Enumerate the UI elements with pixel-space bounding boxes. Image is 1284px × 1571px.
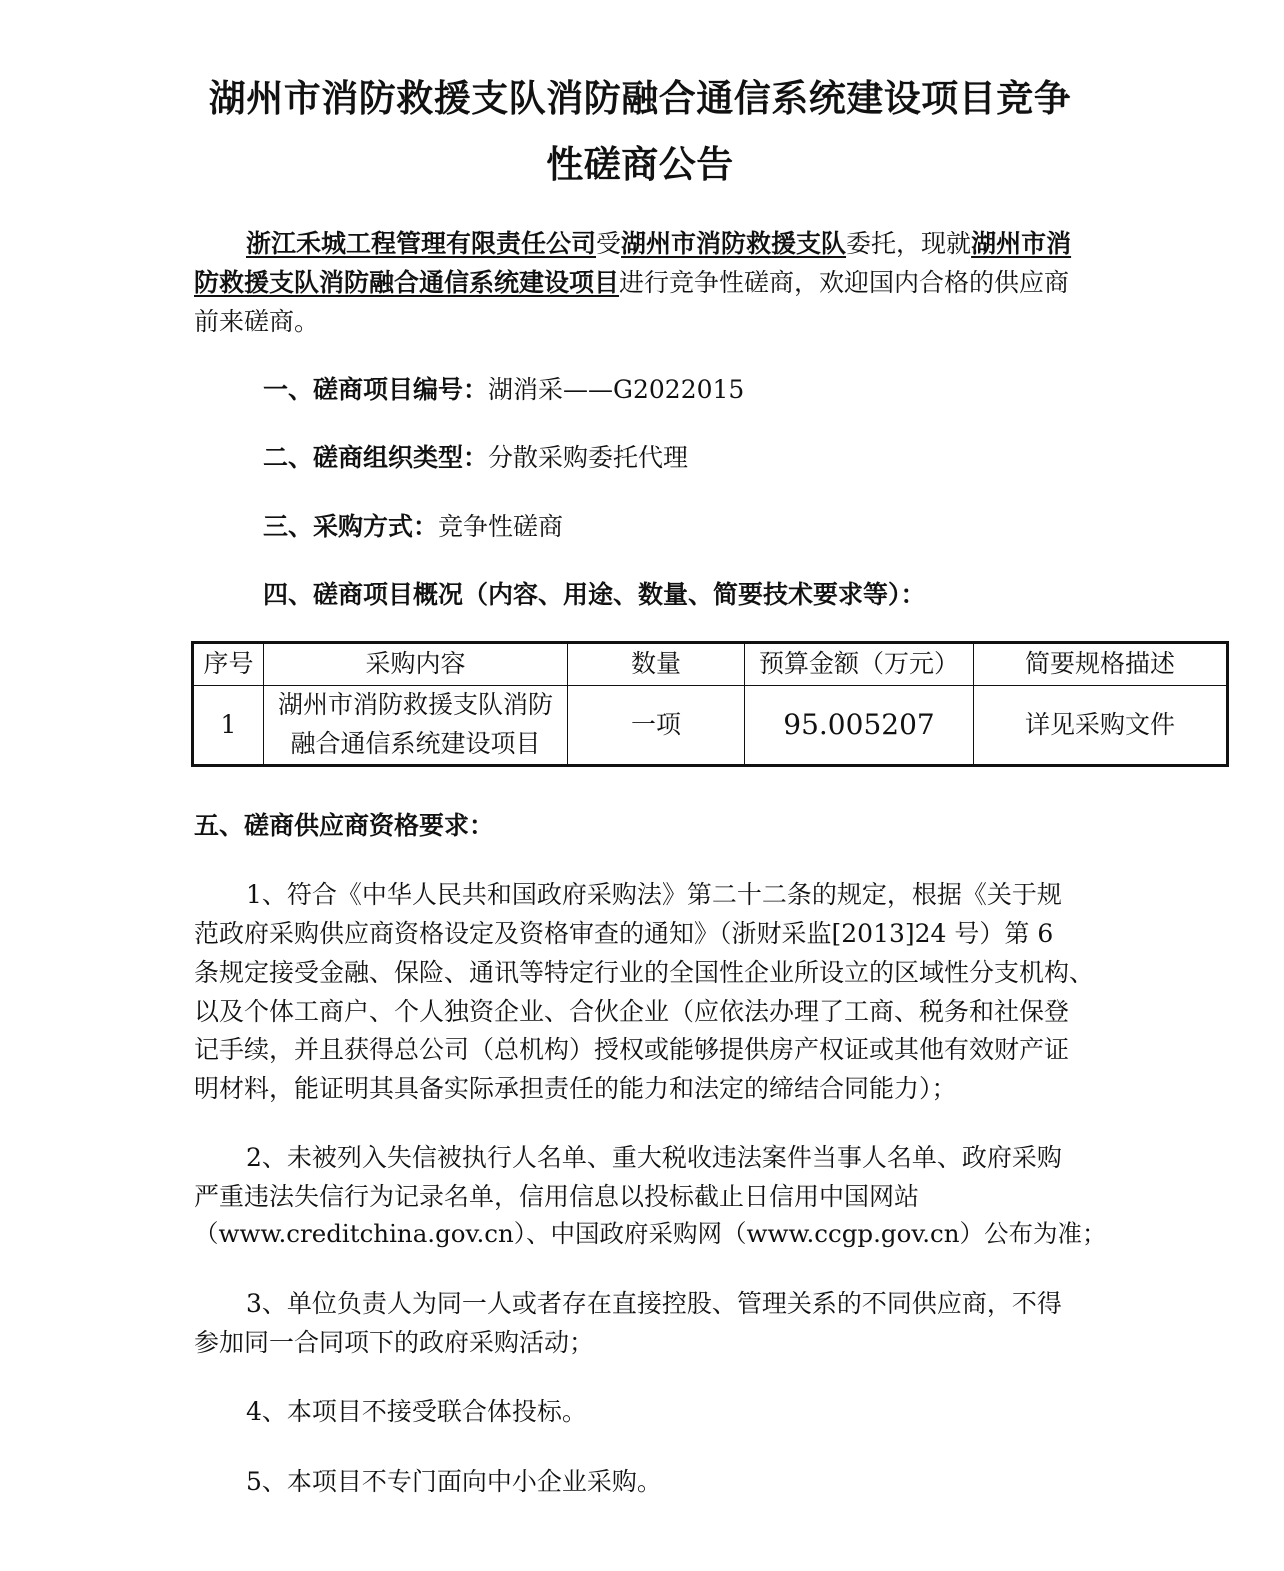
section-3-label: 三、采购方式：	[263, 512, 439, 541]
doc-title-line-2: 性磋商公告	[546, 143, 734, 186]
requirement-1-line: 以及个体工商户、个人独资企业、合伙企业（应依法办理了工商、税务和社保登	[194, 997, 1070, 1026]
procurement-content-line-2: 融合通信系统建设项目	[290, 729, 541, 758]
section-2	[263, 438, 688, 474]
requirement-4-line: 4、本项目不接受联合体投标。	[246, 1397, 587, 1426]
intro-text-2: 委托，现就	[846, 229, 972, 258]
section-4-label: 四、磋商项目概况（内容、用途、数量、简要技术要求等）：	[263, 580, 926, 609]
requirement-2-line: 严重违法失信行为记录名单，信用信息以投标截止日信用中国网站	[194, 1182, 920, 1211]
intro-line-2	[194, 263, 1069, 299]
section-2-label: 二、磋商组织类型：	[263, 443, 489, 472]
table-header-cell: 简要规格描述	[974, 643, 1228, 686]
client-name: 湖州市消防救援支队	[621, 229, 847, 258]
procurement-content-line-1: 湖州市消防救援支队消防	[277, 690, 553, 720]
requirement-1-line: 条规定接受金融、保险、通讯等特定行业的全国性企业所设立的区域性分支机构、	[194, 958, 1095, 987]
intro-line-3: 前来磋商。	[194, 307, 320, 336]
section-1	[263, 370, 744, 406]
quantity: 一项	[568, 686, 745, 766]
table-header-cell: 数量	[568, 643, 745, 686]
table-row	[193, 686, 1228, 766]
requirement-1-line: 明材料，能证明其具备实际承担责任的能力和法定的缔结合同能力）；	[194, 1074, 957, 1103]
agency-name: 浙江禾城工程管理有限责任公司	[246, 229, 597, 258]
procurement-content	[264, 686, 568, 766]
organization-type: 分散采购委托代理	[488, 443, 689, 472]
project-name-part-b: 防救援支队消防融合通信系统建设项目	[194, 268, 620, 297]
intro-text-3: 进行竞争性磋商，欢迎国内合格的供应商	[619, 268, 1070, 297]
table-header-row	[193, 643, 1228, 686]
budget-amount: 95.005207	[745, 686, 974, 766]
requirement-2-line: 2、未被列入失信被执行人名单、重大税收违法案件当事人名单、政府采购	[246, 1143, 1062, 1172]
intro-text-1: 受	[596, 229, 622, 258]
project-overview-table	[191, 641, 1229, 767]
requirement-1-line: 范政府采购供应商资格设定及资格审查的通知》（浙财采监[2013]24 号）第 6	[194, 919, 1054, 948]
doc-title-line-1: 湖州市消防救援支队消防融合通信系统建设项目竞争	[208, 77, 1072, 120]
procurement-method: 竞争性磋商	[438, 512, 564, 541]
requirement-5-line: 5、本项目不专门面向中小企业采购。	[246, 1467, 662, 1496]
spec-description: 详见采购文件	[974, 686, 1228, 766]
section-1-label: 一、磋商项目编号：	[263, 375, 489, 404]
project-number: 湖消采——G2022015	[488, 375, 745, 404]
section-5-label: 五、磋商供应商资格要求：	[194, 811, 495, 840]
table-header-cell: 预算金额（万元）	[745, 643, 974, 686]
section-3	[263, 507, 563, 543]
intro-line-1	[246, 224, 1071, 260]
requirement-1-line: 记手续，并且获得总公司（总机构）授权或能够提供房产权证或其他有效财产证	[194, 1035, 1070, 1064]
table-header-cell: 序号	[193, 643, 264, 686]
requirement-1-line: 1、符合《中华人民共和国政府采购法》第二十二条的规定，根据《关于规	[246, 880, 1062, 909]
requirement-3-line: 参加同一合同项下的政府采购活动；	[194, 1328, 595, 1357]
project-name-part-a: 湖州市消	[971, 229, 1072, 258]
table-header-cell: 采购内容	[264, 643, 568, 686]
requirement-3-line: 3、单位负责人为同一人或者存在直接控股、管理关系的不同供应商，不得	[246, 1289, 1062, 1318]
row-number: 1	[193, 686, 264, 766]
requirement-2-line: （www.creditchina.gov.cn）、中国政府采购网（www.ccgp.gov.cn）公布为准；	[194, 1219, 1107, 1248]
